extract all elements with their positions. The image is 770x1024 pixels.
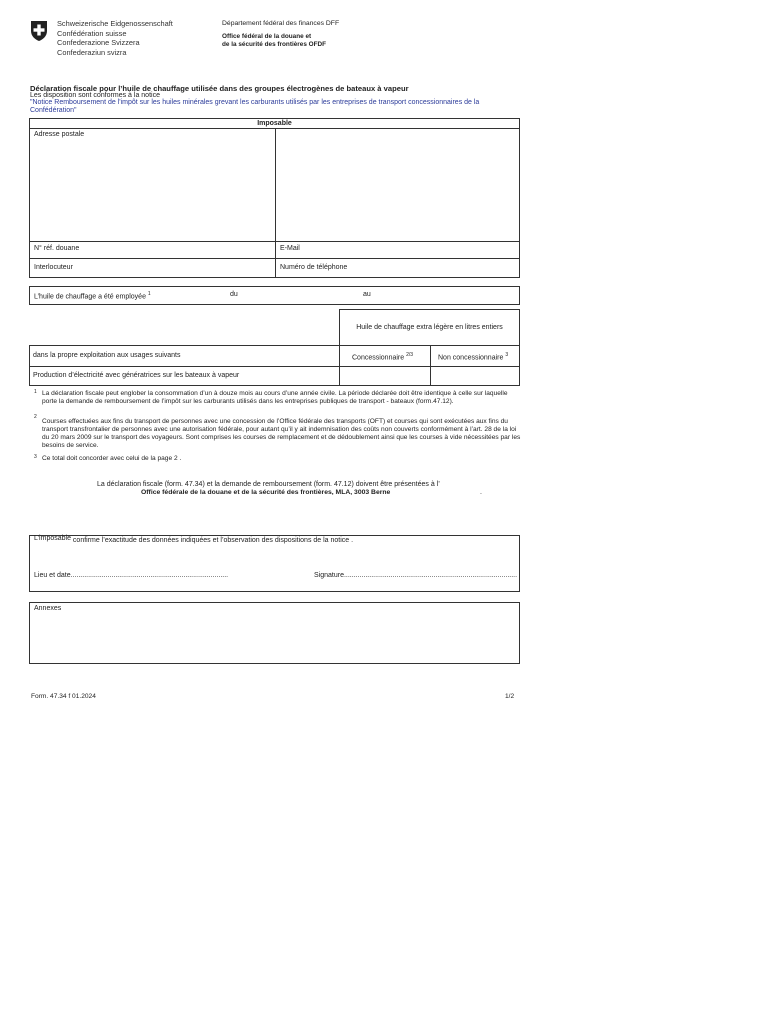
footnote-3: Ce total doit concorder avec celui de la page 2 . bbox=[42, 455, 182, 462]
period-label: L’huile de chauffage a été employée $^1$ bbox=[34, 291, 151, 301]
non-concessionnaire-liters-field[interactable] bbox=[433, 368, 517, 384]
imposable-header: Imposable bbox=[257, 120, 292, 127]
footnote-2-number: 2 bbox=[34, 414, 37, 420]
confederation-line-de: Schweizerische Eidgenossenschaft bbox=[57, 19, 173, 28]
page-number: 1/2 bbox=[505, 693, 515, 700]
electricity-row-label: Production d’électricité avec génératrices sur les bateaux à vapeur bbox=[33, 372, 240, 379]
department-name: Département fédéral des finances DFF bbox=[222, 20, 340, 27]
annexes-field[interactable] bbox=[32, 615, 517, 661]
office-name-line2: de la sécurité des frontières OFDF bbox=[222, 41, 327, 48]
footnote-2: Courses effectuées aux fins du transport de personnes avec une concession de l’Office fédérale des transports (OFT) et courses qui sont exécutées aux fins du transport transfrontalier de personnes avec une autorisation fédérale, pour autant qu’il y ait indemnisation des coûts non couverts conformément à l’art. 28 de la loi du 20 mars 2009 sur le transport des voyageurs. Sont comprises les courses de remplacement et de dédoublement ainsi que les courses à vide nécessitées par les besoins de service. bbox=[42, 418, 521, 449]
address-field-right[interactable] bbox=[278, 131, 516, 239]
confederation-names bbox=[57, 19, 173, 57]
email-label: E-Mail bbox=[280, 245, 300, 252]
address-label: Adresse postale bbox=[34, 131, 85, 138]
form-subtitle: Les disposition sont conformes à la notice bbox=[30, 92, 160, 99]
concessionnaire-label: Concessionnaire $^{2/3}$ bbox=[352, 352, 414, 362]
period-to-field[interactable] bbox=[375, 289, 515, 302]
office-name-line1: Office fédéral de la douane et bbox=[222, 33, 312, 40]
annexes-label: Annexes bbox=[34, 605, 62, 612]
confirmation-text: L’imposable confirme l’exactitude des données indiquées et l’observation des dispositions de la notice . bbox=[34, 535, 354, 544]
footnote-1-number: 1 bbox=[34, 389, 37, 395]
swiss-coat-of-arms-icon bbox=[30, 20, 48, 42]
non-concessionnaire-label: Non concessionnaire $^3$ bbox=[438, 352, 509, 362]
annexes-box bbox=[29, 602, 520, 664]
consumption-table bbox=[29, 309, 520, 386]
submission-dot: . bbox=[480, 489, 482, 496]
notice-reference: "Notice Remboursement de l'impôt sur les huiles minérales grevant les carburants utilisés par les entreprises de transport concessionnaires de la Confédération" bbox=[30, 99, 480, 114]
confirmation-box bbox=[29, 535, 520, 592]
period-box bbox=[29, 286, 520, 305]
submission-line: La déclaration fiscale (form. 47.34) et la demande de remboursement (form. 47.12) doivent être présentées à l’ bbox=[97, 481, 440, 488]
confederation-line-fr: Confédération suisse bbox=[57, 28, 127, 38]
signature-field[interactable]: Signature......................................................................................... bbox=[314, 572, 518, 579]
usage-row-label: dans la propre exploitation aux usages suivants bbox=[33, 352, 181, 359]
customs-ref-label: N° réf. douane bbox=[34, 245, 80, 252]
form-number: Form. 47.34 f 01.2024 bbox=[31, 693, 96, 700]
confederation-line-rm: Confederaziun svizra bbox=[57, 47, 127, 57]
submission-office: Office fédérale de la douane et de la sécurité des frontières, MLA, 3003 Berne bbox=[141, 489, 391, 496]
confederation-line-it: Confederazione Svizzera bbox=[57, 38, 140, 48]
table-header: Huile de chauffage extra légère en litres entiers bbox=[356, 324, 503, 331]
imposable-box bbox=[29, 118, 520, 278]
footnote-3-number: 3 bbox=[34, 454, 37, 460]
footnote-1: La déclaration fiscale peut englober la consommation d’un à douze mois au cours d’une année civile. La période déclarée doit être identique à celle sur laquelle porte la demande de remboursement de l’impôt sur les carburants utilisés dans les entreprises publiques de transport - bateaux (form.47.12). bbox=[42, 390, 508, 405]
contact-label: Interlocuteur bbox=[34, 264, 73, 271]
form-title: Déclaration fiscale pour l’huile de chauffage utilisée dans des groupes électrogènes de bateaux à vapeur bbox=[30, 84, 409, 93]
address-field[interactable] bbox=[32, 139, 272, 239]
from-label: du bbox=[230, 291, 238, 298]
to-label: au bbox=[363, 291, 371, 298]
place-date-field[interactable]: Lieu et date................................................................................. bbox=[34, 572, 229, 579]
concessionnaire-liters-field[interactable] bbox=[342, 368, 427, 384]
phone-label: Numéro de téléphone bbox=[280, 264, 348, 271]
period-from-field[interactable] bbox=[242, 289, 362, 302]
